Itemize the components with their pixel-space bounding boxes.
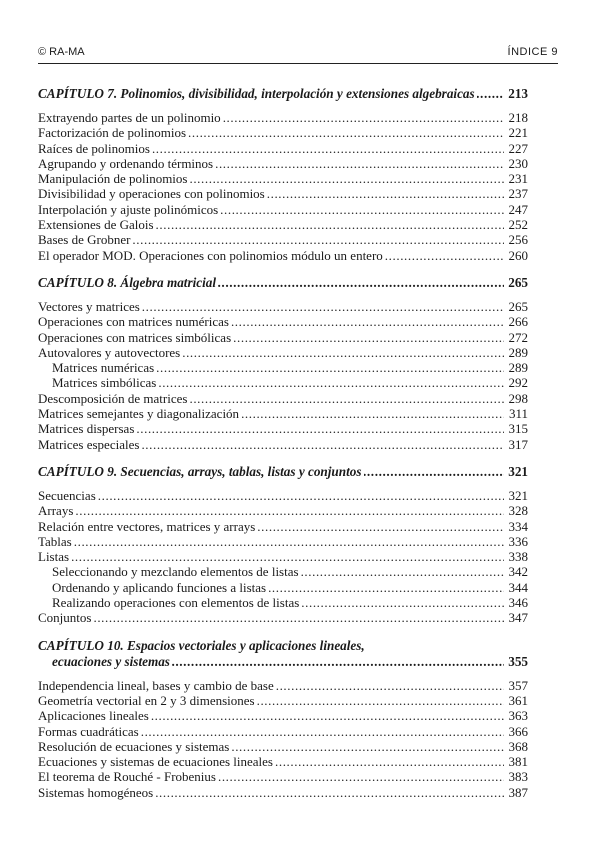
page-number: 355 — [508, 653, 528, 669]
page-number: 237 — [508, 186, 528, 202]
page-number: 342 — [508, 564, 528, 580]
chapter-title[interactable] — [38, 86, 528, 102]
chapter-heading — [38, 275, 528, 291]
toc-entry[interactable] — [38, 391, 528, 406]
toc-entry[interactable] — [38, 769, 528, 784]
chapter-title[interactable]: CAPÍTULO 10. Espacios vectoriales y aplicaciones lineales, — [38, 637, 365, 653]
page-number: 252 — [508, 217, 528, 233]
toc-entry[interactable] — [38, 437, 528, 452]
toc-entry[interactable] — [38, 202, 528, 217]
chapter-block — [38, 638, 528, 800]
entry-title: Conjuntos — [38, 610, 92, 626]
dot-leader — [301, 595, 504, 610]
dot-leader — [267, 186, 504, 201]
toc-entry[interactable] — [38, 754, 528, 769]
toc-entry[interactable] — [38, 156, 528, 171]
dot-leader — [142, 299, 504, 314]
chapter-title[interactable] — [38, 275, 528, 291]
dot-leader — [275, 754, 504, 769]
entry-title: CAPÍTULO 9. Secuencias, arrays, tablas, listas y conjuntos — [38, 463, 362, 479]
toc-entry[interactable] — [38, 330, 528, 345]
entry-title: Raíces de polinomios — [38, 140, 150, 156]
chapter-heading — [38, 464, 528, 480]
toc-entry[interactable] — [38, 785, 528, 800]
entry-title: Resolución de ecuaciones y sistemas — [38, 738, 230, 754]
toc-entry[interactable] — [38, 314, 528, 329]
page-number: 311 — [508, 406, 528, 422]
entry-title: Formas cuadráticas — [38, 723, 139, 739]
toc-entry[interactable] — [38, 503, 528, 518]
dot-leader — [231, 739, 504, 754]
page-number: 321 — [508, 463, 528, 479]
chapter-block — [38, 275, 528, 452]
entry-title: Aplicaciones lineales — [38, 708, 149, 724]
dot-leader — [189, 171, 504, 186]
dot-leader — [477, 86, 504, 102]
toc-entry[interactable] — [38, 171, 528, 186]
entry-title: Divisibilidad y operaciones con polinomios — [38, 186, 265, 202]
chapter-block — [38, 464, 528, 626]
running-title: ÍNDICE 9 — [507, 46, 558, 58]
entry-title: Operaciones con matrices numéricas — [38, 314, 229, 330]
dot-leader — [257, 693, 504, 708]
toc-entry[interactable] — [38, 693, 528, 708]
entry-title: Descomposición de matrices — [38, 390, 188, 406]
entry-title: Operaciones con matrices simbólicas — [38, 329, 232, 345]
toc-entry[interactable] — [38, 421, 528, 436]
dot-leader — [215, 156, 504, 171]
toc-entry[interactable] — [38, 406, 528, 421]
toc-entry[interactable] — [38, 217, 528, 232]
page-number: 381 — [508, 754, 528, 770]
entry-title: Matrices semejantes y diagonalización — [38, 406, 240, 422]
toc-entry[interactable] — [38, 549, 528, 564]
page-number: 247 — [508, 201, 528, 217]
page-header — [38, 42, 558, 64]
dot-leader — [141, 724, 504, 739]
page-number: 272 — [508, 329, 528, 345]
entry-title: Extensiones de Galois — [38, 217, 154, 233]
dot-leader — [189, 391, 504, 406]
page-number: 357 — [508, 677, 528, 693]
page-number: 338 — [508, 549, 528, 565]
dot-leader — [231, 314, 504, 329]
dot-leader — [218, 275, 504, 291]
toc-entry[interactable] — [38, 110, 528, 125]
entry-title: Manipulación de polinomios — [38, 171, 188, 187]
page-number: 260 — [508, 247, 528, 263]
toc-entry[interactable] — [38, 345, 528, 360]
page-number: 361 — [508, 692, 528, 708]
entry-title: Extrayendo partes de un polinomio — [38, 110, 221, 125]
chapter-title[interactable] — [38, 464, 528, 480]
entry-title: El operador MOD. Operaciones con polinomios módulo un entero — [38, 247, 383, 263]
dot-leader — [301, 564, 504, 579]
chapter-heading — [38, 638, 528, 670]
toc-entry[interactable] — [38, 519, 528, 534]
page-number: 298 — [508, 390, 528, 406]
entry-title: Agrupando y ordenando términos — [38, 155, 214, 171]
page-number: 266 — [508, 314, 528, 330]
entry-title: Realizando operaciones con elementos de listas — [52, 595, 300, 611]
page-number: 265 — [508, 274, 528, 290]
entry-title: Interpolación y ajuste polinómicos — [38, 201, 219, 217]
page-number: 317 — [508, 436, 528, 452]
header-rule — [38, 63, 558, 64]
page-number: 366 — [508, 723, 528, 739]
toc-subentry[interactable] — [38, 360, 528, 375]
page-number: 315 — [508, 421, 528, 437]
entry-title: Seleccionando y mezclando elementos de listas — [52, 564, 299, 580]
toc-entry[interactable] — [38, 488, 528, 503]
dot-leader — [136, 421, 504, 436]
page-number: 344 — [508, 579, 528, 595]
dot-leader — [156, 360, 504, 375]
page-number: 346 — [508, 595, 528, 611]
entry-title: Vectores y matrices — [38, 298, 140, 314]
toc-entry[interactable] — [38, 299, 528, 314]
toc-entry[interactable] — [38, 724, 528, 739]
entry-title: Relación entre vectores, matrices y arrays — [38, 518, 256, 534]
dot-leader — [257, 519, 504, 534]
page-number: 363 — [508, 708, 528, 724]
dot-leader — [241, 406, 504, 421]
entry-title: Bases de Grobner — [38, 232, 131, 248]
chapter-block — [38, 86, 528, 263]
toc-entry[interactable] — [38, 186, 528, 201]
entry-title: Independencia lineal, bases y cambio de base — [38, 677, 274, 693]
dot-leader — [152, 141, 504, 156]
dot-leader — [98, 488, 504, 503]
entry-title: ecuaciones y sistemas — [52, 653, 170, 669]
page-number: 336 — [508, 533, 528, 549]
page-number: 231 — [508, 171, 528, 187]
page-number: 387 — [508, 784, 528, 800]
chapter-title-cont[interactable] — [38, 654, 528, 670]
entry-title: Autovalores y autovectores — [38, 344, 181, 360]
page-number: 230 — [508, 155, 528, 171]
table-of-contents — [38, 86, 528, 812]
page-number: 213 — [508, 86, 528, 101]
dot-leader — [156, 217, 504, 232]
entry-title: Arrays — [38, 503, 74, 519]
dot-leader — [218, 769, 504, 784]
dot-leader — [75, 503, 504, 518]
dot-leader — [155, 785, 504, 800]
entry-title: Matrices dispersas — [38, 421, 135, 437]
entry-title: Listas — [38, 549, 70, 565]
page-number: 292 — [508, 375, 528, 391]
page-number: 265 — [508, 298, 528, 314]
entry-title: Geometría vectorial en 2 y 3 dimensiones — [38, 692, 255, 708]
toc-subentry[interactable] — [38, 375, 528, 390]
toc-subentry[interactable] — [38, 580, 528, 595]
entry-title: Matrices simbólicas — [52, 375, 157, 391]
page-number: 289 — [508, 360, 528, 376]
entry-title: Tablas — [38, 533, 72, 549]
dot-leader — [268, 580, 504, 595]
dot-leader — [233, 330, 504, 345]
toc-subentry[interactable] — [38, 564, 528, 579]
toc-entry[interactable] — [38, 610, 528, 625]
dot-leader — [132, 232, 504, 247]
dot-leader — [364, 464, 505, 480]
chapter-heading — [38, 86, 528, 102]
page-number: 334 — [508, 518, 528, 534]
page-number: 328 — [508, 503, 528, 519]
dot-leader — [93, 610, 504, 625]
page-number: 256 — [508, 232, 528, 248]
dot-leader — [182, 345, 504, 360]
dot-leader — [74, 534, 504, 549]
entry-title: Sistemas homogéneos — [38, 784, 154, 800]
entry-title: Secuencias — [38, 487, 96, 503]
dot-leader — [385, 248, 504, 263]
entry-title: Factorización de polinomios — [38, 125, 187, 141]
dot-leader — [141, 437, 504, 452]
toc-entry[interactable] — [38, 232, 528, 247]
entry-title: Matrices especiales — [38, 436, 140, 452]
toc-entry[interactable] — [38, 739, 528, 754]
entry-title: Ecuaciones y sistemas de ecuaciones lineales — [38, 754, 273, 770]
entry-title: Matrices numéricas — [52, 360, 155, 376]
entry-title: CAPÍTULO 7. Polinomios, divisibilidad, interpolación y extensiones algebraicas — [38, 86, 475, 101]
dot-leader — [188, 125, 504, 140]
entry-title: Ordenando y aplicando funciones a listas — [52, 579, 267, 595]
dot-leader — [71, 549, 504, 564]
page-number: 218 — [508, 110, 528, 125]
toc-entry[interactable] — [38, 708, 528, 723]
copyright-label: © RA-MA — [38, 46, 85, 58]
toc-entry[interactable] — [38, 125, 528, 140]
page-number: 321 — [508, 487, 528, 503]
page-number: 289 — [508, 344, 528, 360]
page-number: 221 — [508, 125, 528, 141]
page-number: 227 — [508, 140, 528, 156]
page-number: 347 — [508, 610, 528, 626]
toc-entry[interactable] — [38, 678, 528, 693]
toc-subentry[interactable] — [38, 595, 528, 610]
dot-leader — [223, 110, 504, 125]
dot-leader — [276, 678, 504, 693]
dot-leader — [151, 708, 504, 723]
toc-entry[interactable] — [38, 248, 528, 263]
entry-title: CAPÍTULO 8. Álgebra matricial — [38, 274, 217, 290]
dot-leader — [158, 375, 504, 390]
toc-entry[interactable] — [38, 534, 528, 549]
toc-entry[interactable] — [38, 141, 528, 156]
page-number: 368 — [508, 738, 528, 754]
dot-leader — [172, 654, 504, 670]
page-number: 383 — [508, 769, 528, 785]
entry-title: El teorema de Rouché - Frobenius — [38, 769, 216, 785]
dot-leader — [220, 202, 504, 217]
